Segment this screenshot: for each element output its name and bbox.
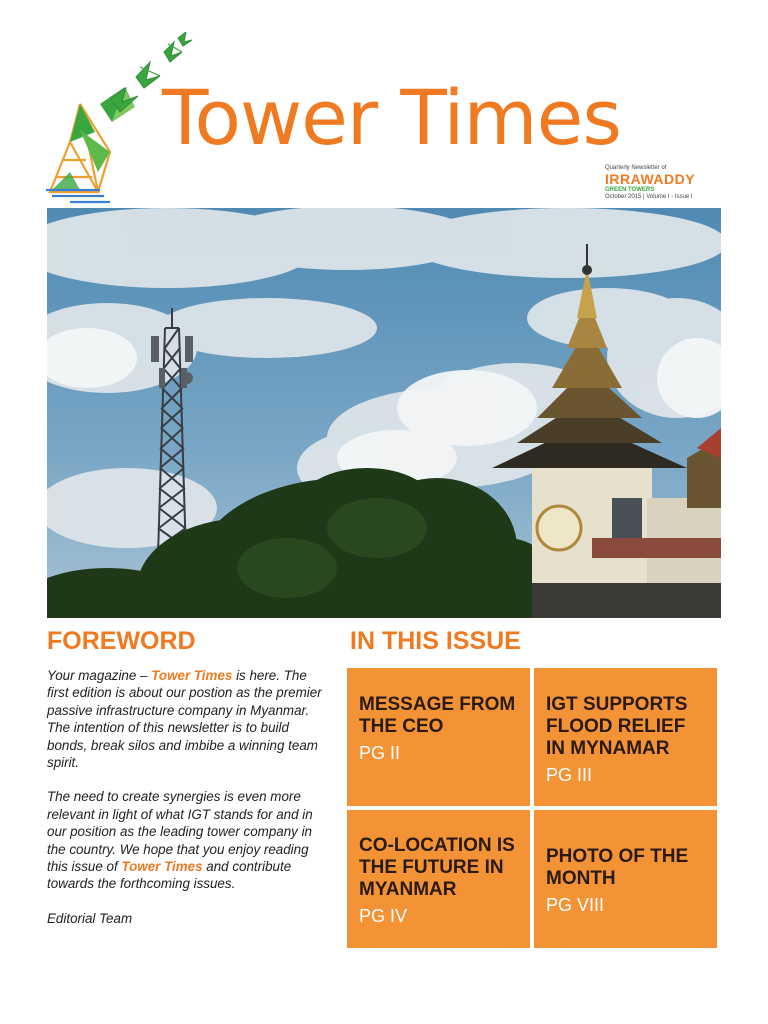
- foreword-paragraph-1: [47, 667, 325, 771]
- issue-item-title: PHOTO OF THE MONTH: [546, 846, 689, 889]
- masthead-tagline: Quarterly Newsletter of: [605, 165, 667, 171]
- issue-item-page: PG III: [546, 765, 593, 785]
- foreword-paragraph-2: [47, 788, 325, 892]
- issue-item-ceo-message[interactable]: [347, 668, 530, 806]
- issue-date: October 2015 | Volume I - Issue I: [605, 194, 693, 200]
- foreword-p1-text: Your magazine –: [47, 668, 152, 683]
- issue-item-co-location[interactable]: [347, 810, 530, 948]
- foreword-p1-highlight: Tower Times: [151, 668, 233, 683]
- issue-item-flood-relief[interactable]: [534, 668, 717, 806]
- issue-item-photo-of-month[interactable]: [534, 810, 717, 948]
- foreword-p2-text: The need to create synergies is even more relevant in light of what IGT stands for and in our position as the leading tower company in the country. We hope that you enjoy reading this issue of: [47, 789, 313, 875]
- issue-item-page: PG VIII: [546, 895, 605, 915]
- foreword-heading: FOREWORD: [47, 627, 196, 655]
- hero-photo: [47, 208, 721, 618]
- issue-item-title: IGT SUPPORTS FLOOD RELIEF IN MYNAMAR: [546, 694, 688, 759]
- brand-name: IRRAWADDY: [605, 171, 696, 187]
- brand-subtitle: GREEN TOWERS: [605, 187, 655, 193]
- foreword-p1-text-end: is here. The first edition is about our postion as the premier passive infrastructure company in Myanmar. The intention of this newsletter is to build bonds, break silos and imbibe a winning team spirit.: [47, 668, 322, 771]
- issue-item-page: PG IV: [359, 906, 408, 926]
- issue-item-title: CO-LOCATION IS THE FUTURE IN MYANMAR: [359, 835, 515, 900]
- in-this-issue-heading: IN THIS ISSUE: [350, 627, 521, 655]
- issue-item-page: PG II: [359, 743, 401, 763]
- foreword-p2-text-end: and contribute towards the forthcoming issues.: [47, 859, 292, 892]
- masthead-title: Tower Times: [162, 73, 621, 162]
- foreword-signoff: Editorial Team: [47, 910, 133, 926]
- issue-item-title: MESSAGE FROM THE CEO: [359, 694, 516, 737]
- publisher-block: [605, 165, 715, 201]
- foreword-body: [47, 667, 325, 944]
- foreword-p2-highlight: Tower Times: [121, 859, 203, 875]
